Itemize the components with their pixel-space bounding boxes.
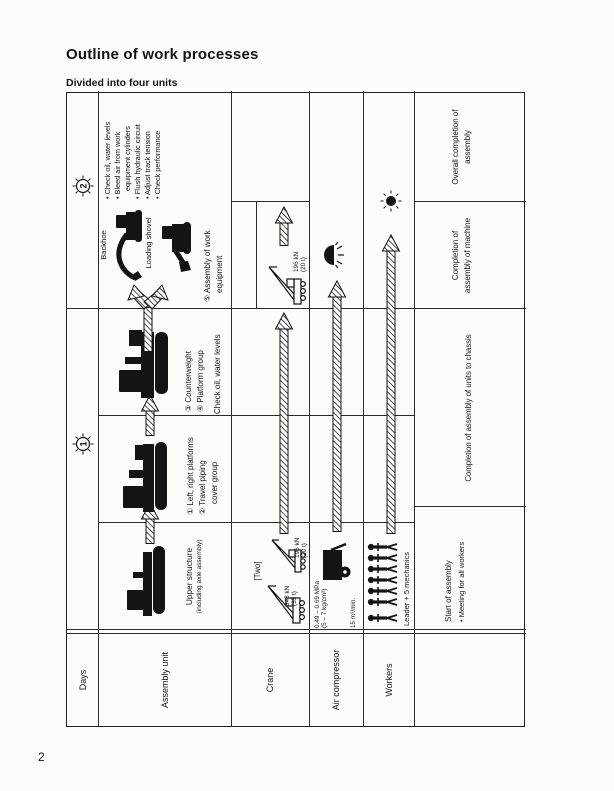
- stage4-note-line1: ⑤ Assembly of work: [203, 230, 212, 302]
- stage2-item-2-cont: cover group: [210, 461, 219, 504]
- crane2-capacity: 196 kN: [294, 537, 301, 558]
- milestone-machine-line1: Completion of: [451, 230, 460, 281]
- row-header-air-compressor: Air compressor: [331, 649, 341, 711]
- row-header-crane: Crane: [265, 667, 275, 693]
- work-lamp-icon: [318, 242, 348, 268]
- milestone-start-note: • Meeting for all workers: [457, 541, 466, 622]
- crane1-tonnage: (35 t): [291, 591, 299, 606]
- page-title: Outline of work processes: [66, 46, 259, 63]
- crane3-spec: [293, 252, 307, 272]
- final-checklist: [103, 93, 163, 199]
- crane1-spec: [284, 586, 298, 606]
- page-number: 2: [38, 750, 45, 764]
- compressor-duration-arrow: [328, 280, 346, 532]
- stage3-item-1: ③ Counterweight: [184, 351, 193, 412]
- excavator-platforms-silhouette: [115, 434, 169, 518]
- milestone-units-to-chassis: Completion of assembly of units to chassis: [464, 334, 473, 482]
- grid-line: [231, 201, 309, 202]
- pressure-mpa: 0.49 – 0.69 MPa: [314, 581, 321, 628]
- loading-shovel-silhouette: [157, 218, 193, 274]
- sun-icon: [380, 190, 402, 212]
- checklist-item: • Check oil, water levels: [103, 121, 112, 199]
- backhoe-label: Backhoe: [99, 230, 108, 260]
- pressure-kgcm: (5 – 7 kg/cm²): [321, 588, 329, 628]
- milestone-start: Start of assembly: [444, 560, 453, 622]
- crane2-tonnage: (20 t): [301, 543, 309, 558]
- row-header-assembly-unit: Assembly unit: [159, 651, 170, 709]
- day-1-sun-icon: [72, 433, 94, 455]
- checklist-item-cont: equipment cylinders: [123, 126, 132, 191]
- day-2-sun-icon: [72, 175, 94, 197]
- grid-line: [414, 201, 526, 202]
- row-header-workers: Workers: [383, 663, 394, 697]
- air-compressor-icon: [319, 542, 353, 586]
- excavator-base-silhouette: [117, 538, 167, 622]
- grid-line: [414, 506, 526, 507]
- stage2-item-2: ② Travel piping: [198, 460, 207, 515]
- checklist-item: • Flush hydraulic circuit: [133, 124, 142, 199]
- loading-shovel-label: Loading shovel: [144, 217, 153, 269]
- branching-arrow-icon: [127, 278, 169, 352]
- workers-team-label: Leader + 5 mechanics: [402, 551, 411, 626]
- milestone-machine-line2: assembly of machine: [463, 217, 472, 294]
- day-1-number: 1: [78, 441, 89, 447]
- checklist-item: • Bleed air from work: [113, 131, 122, 199]
- crane-duration-arrow: [275, 312, 293, 534]
- stage4-note-line2: equipment: [215, 255, 224, 293]
- stage1-sublabel: (including axle assembly): [196, 539, 203, 614]
- milestone-overall-line1: Overall completion of: [451, 109, 460, 185]
- day-2-number: 2: [78, 183, 89, 189]
- crane3-tonnage: (20 t): [300, 257, 308, 272]
- progress-arrow-icon: [275, 206, 293, 246]
- compressor-flow-spec: 15 m³/min.: [350, 597, 357, 628]
- stage1-label: Upper structure: [184, 547, 194, 606]
- grid-line: [256, 202, 257, 309]
- work-process-table: [66, 92, 525, 727]
- row-header-days: Days: [77, 669, 88, 691]
- crane2-spec: [294, 538, 308, 558]
- workers-duration-arrow: [382, 234, 400, 534]
- page-subtitle: Divided into four units: [66, 77, 178, 89]
- stage3-item-2: ④ Platform group: [196, 350, 205, 412]
- backhoe-silhouette: [111, 208, 143, 282]
- compressor-pressure-spec: [314, 581, 328, 628]
- stage3-check-note: Check oil, water levels: [213, 334, 222, 414]
- crane-count-label: [Two]: [253, 561, 262, 581]
- stage2-item-1: ① Left, right platforms: [186, 437, 195, 515]
- crane1-capacity: 343 kN: [284, 585, 291, 606]
- checklist-item: • Check performance: [153, 130, 162, 199]
- crane3-capacity: 196 kN: [293, 251, 300, 272]
- milestone-overall-line2: assembly: [463, 130, 472, 164]
- checklist-item: • Adjust track tension: [143, 131, 152, 199]
